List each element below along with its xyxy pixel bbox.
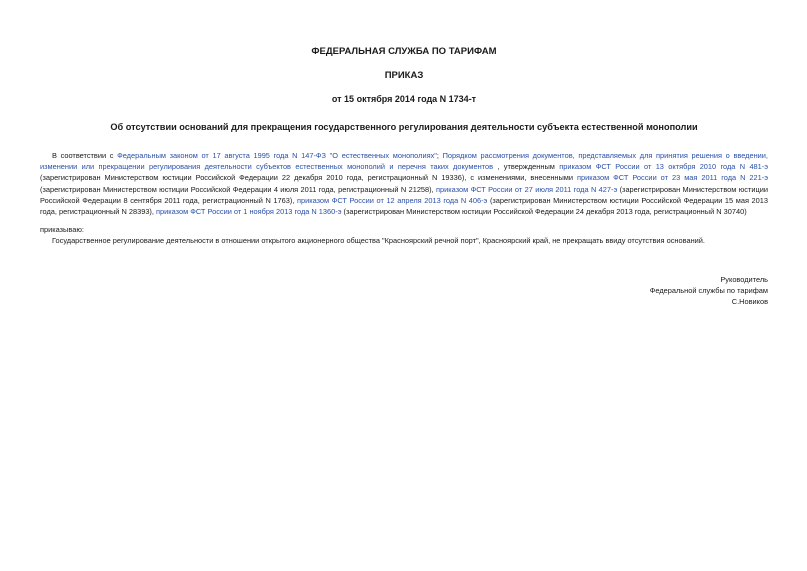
preamble-text: (зарегистрирован Министерством юстиции Российской Федерации 8 сентября 2011 года, регистрационный N 1763),: [40, 184, 768, 205]
document-type: ПРИКАЗ: [384, 70, 424, 81]
link-federal-law[interactable]: Федеральным законом от 17 августа 1995 года N 147-ФЗ "О естественных монополиях": [117, 151, 437, 160]
preamble-text: (зарегистрирован Министерством юстиции Российской Федерации 4 июля 2011 года, регистрационный N 21258),: [40, 184, 437, 194]
link-order-427[interactable]: приказом ФСТ России от 27 июля 2011 года N 427-э: [436, 184, 618, 194]
link-procedure[interactable]: Порядком рассмотрения документов, представляемых для принятия решения о введении, изменении или прекращении регулирования деятельности субъектов естественных монополий и перечня таких документов: [40, 151, 768, 172]
link-order-406[interactable]: приказом ФСТ России от 12 апреля 2013 года N 406-э: [296, 195, 488, 205]
document-date: от 15 октября 2014 года N 1734-т: [331, 94, 477, 104]
preamble-text: (зарегистрирован Министерством юстиции Российской Федерации 15 мая 2013 года, регистрационный N 28393),: [40, 195, 768, 217]
link-order-221[interactable]: приказом ФСТ России от 23 мая 2011 года N 221-э: [576, 173, 768, 183]
preamble-text: , утвержденным: [493, 162, 560, 172]
preamble-text: В соответствии с: [52, 151, 118, 160]
order-word: приказываю:: [40, 225, 84, 234]
signature-position: Руководитель: [720, 275, 768, 284]
signature-name: С.Новиков: [731, 297, 768, 306]
preamble-paragraph: [40, 150, 768, 217]
order-point: Государственное регулирование деятельности в отношении открытого акционерного общества "Красноярский речной порт", Красноярский край, не прекращать ввиду отсутствия оснований.: [52, 236, 705, 245]
document-title: Об отсутствии оснований для прекращения государственного регулирования деятельности субъекта естественной монополии: [110, 122, 698, 132]
document-page: [40, 0, 768, 571]
agency-name: ФЕДЕРАЛЬНАЯ СЛУЖБА ПО ТАРИФАМ: [311, 46, 497, 57]
signature-agency: Федеральной службы по тарифам: [649, 286, 768, 295]
preamble-text: (зарегистрирован Министерством юстиции Российской Федерации 22 декабря 2010 года, регистрационный N 19336), с изменениями, внесенными: [40, 173, 577, 183]
preamble-text: ;: [436, 151, 443, 160]
link-order-1360[interactable]: приказом ФСТ России от 1 ноября 2013 года N 1360-э: [156, 207, 342, 217]
preamble-text: (зарегистрирован Министерством юстиции Российской Федерации 24 декабря 2013 года, регистрационный N 30740): [341, 207, 747, 217]
link-order-481[interactable]: приказом ФСТ России от 13 октября 2010 года N 481-э: [559, 162, 769, 172]
